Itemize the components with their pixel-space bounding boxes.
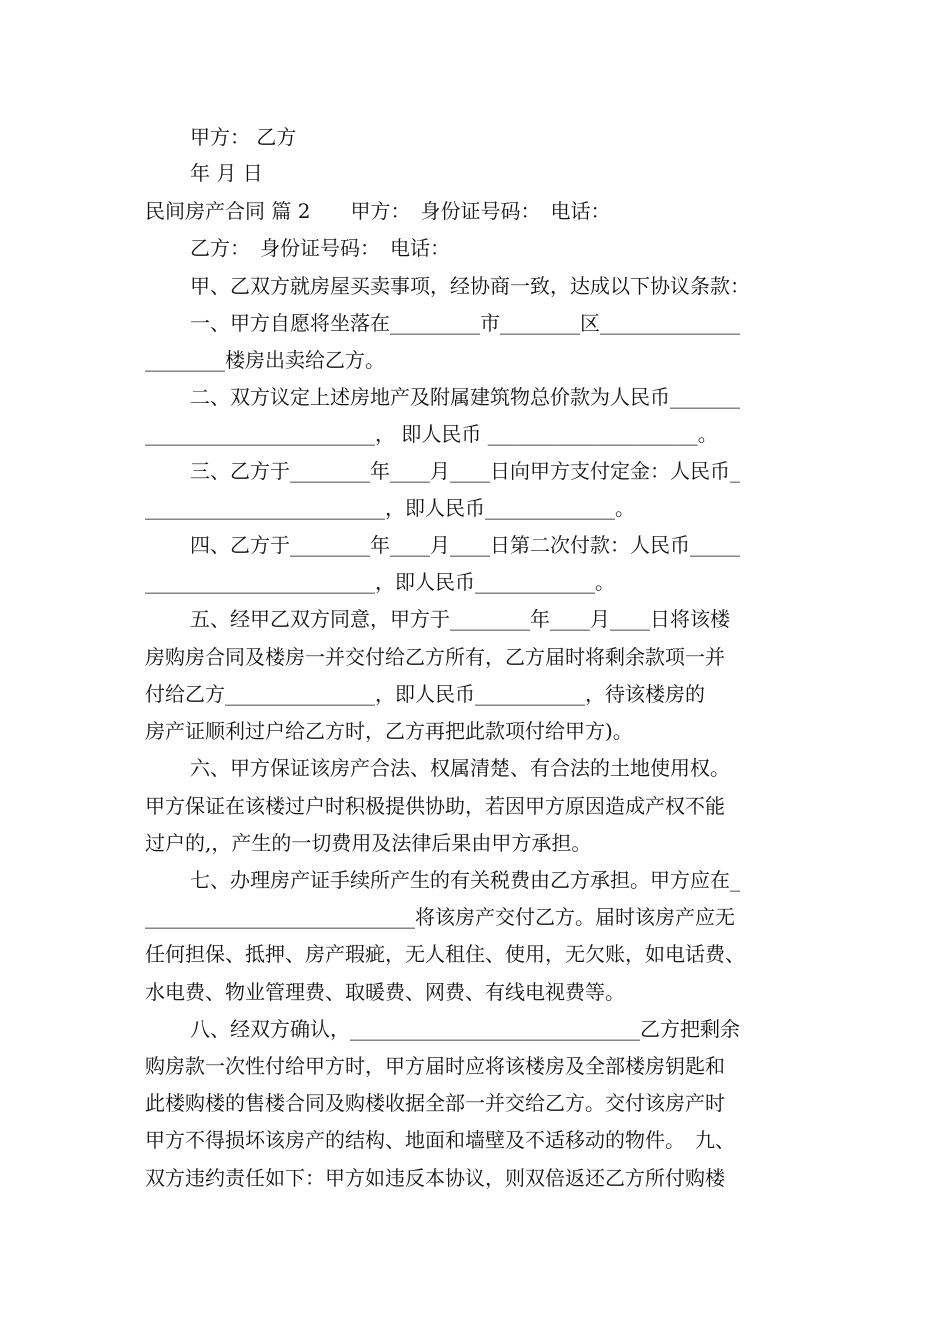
clause-3-line-2: ________________________，即人民币_____________。 <box>145 496 635 520</box>
clause-5-line-2: 房购房合同及楼房一并交付给乙方所有，乙方届时将剩余款项一并 <box>145 645 725 669</box>
clause-7-line-4: 水电费、物业管理费、取暖费、网费、有线电视费等。 <box>145 980 625 1004</box>
clause-4-line-1: 四、乙方于________年____月____日第二次付款：人民币_____ <box>190 533 740 557</box>
contract-title-line: 民间房产合同 篇 2 甲方： 身份证号码： 电话： <box>145 199 611 223</box>
clause-4-line-2: _______________________，即人民币____________。 <box>145 570 615 594</box>
clause-5-line-3: 付给乙方_______________，即人民币___________，待该楼房的 <box>145 682 705 706</box>
clause-6-line-2: 甲方保证在该楼过户时积极提供协助，若因甲方原因造成产权不能 <box>145 794 725 818</box>
clause-2-line-2: _______________________， 即人民币 _____________________。 <box>145 422 718 446</box>
clause-8-line-4: 甲方不得损坏该房产的结构、地面和墙壁及不适移动的物件。 九、 <box>145 1128 735 1152</box>
clause-1-line-1: 一、甲方自愿将坐落在_________市________区______________ <box>190 311 740 335</box>
clause-7-line-1: 七、办理房产证手续所产生的有关税费由乙方承担。甲方应在_ <box>190 868 740 892</box>
clause-5-line-1: 五、经甲乙双方同意，甲方于________年____月____日将该楼 <box>190 607 730 631</box>
intro-clause: 甲、乙双方就房屋买卖事项，经协商一致，达成以下协议条款： <box>190 274 750 298</box>
signature-line: 甲方： 乙方 <box>190 125 297 149</box>
clause-2-line-1: 二、双方议定上述房地产及附属建筑物总价款为人民币_______ <box>190 385 740 409</box>
clause-8-line-3: 此楼购楼的售楼合同及购楼收据全部一并交给乙方。交付该房产时 <box>145 1091 725 1115</box>
clause-6-line-1: 六、甲方保证该房产合法、权属清楚、有合法的土地使用权。 <box>190 756 730 780</box>
party-b-line: 乙方： 身份证号码： 电话： <box>190 236 450 260</box>
clause-8-line-2: 购房款一次性付给甲方时，甲方届时应将该楼房及全部楼房钥匙和 <box>145 1054 725 1078</box>
clause-5-line-4: 房产证顺利过户给乙方时，乙方再把此款项付给甲方)。 <box>145 719 633 743</box>
date-line: 年 月 日 <box>190 161 263 185</box>
clause-9-line-1: 双方违约责任如下：甲方如违反本协议，则双倍返还乙方所付购楼 <box>145 1166 725 1190</box>
clause-8-line-1: 八、经双方确认，_____________________________乙方把剩余 <box>190 1017 740 1041</box>
clause-6-line-3: 过户的,，产生的一切费用及法律后果由甲方承担。 <box>145 831 592 855</box>
clause-1-line-2: ________楼房出卖给乙方。 <box>145 348 385 372</box>
clause-7-line-2: ___________________________将该房产交付乙方。届时该房产应无 <box>145 905 735 929</box>
clause-3-line-1: 三、乙方于________年____月____日向甲方支付定金：人民币_ <box>190 459 740 483</box>
clause-7-line-3: 任何担保、抵押、房产瑕疵，无人租住、使用，无欠账，如电话费、 <box>145 942 745 966</box>
